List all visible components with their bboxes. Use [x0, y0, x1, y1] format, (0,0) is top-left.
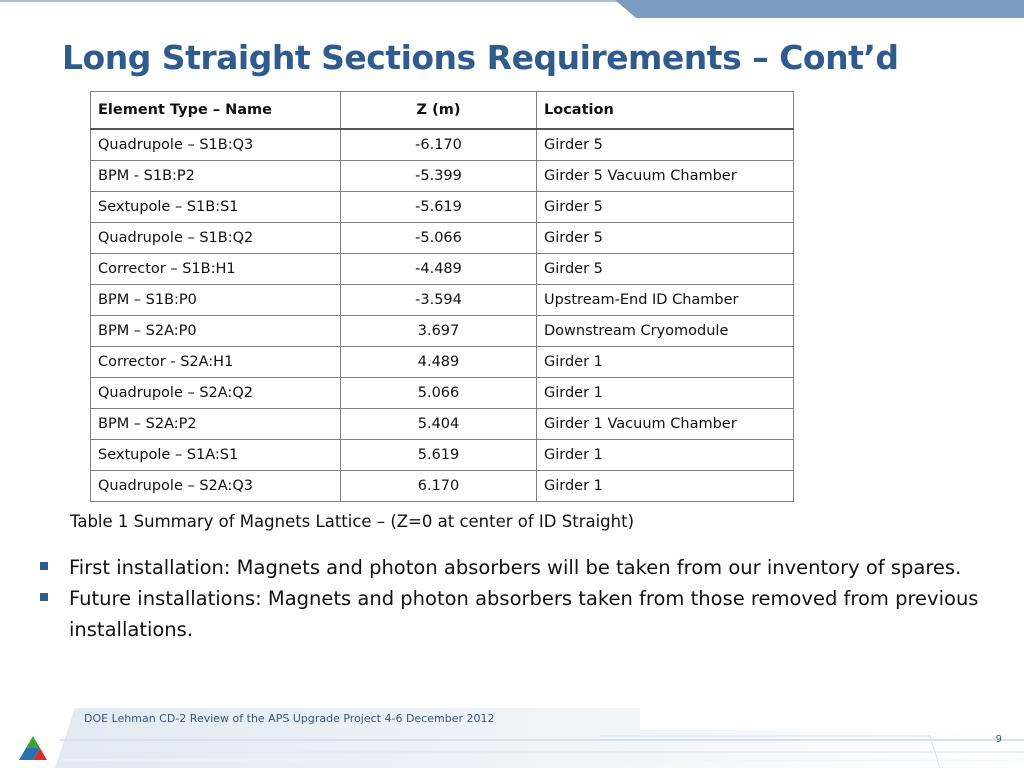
cell-element: Corrector - S2A:H1 [91, 347, 341, 378]
cell-location: Girder 1 [537, 471, 794, 502]
bullet-item [38, 552, 998, 583]
cell-z: -5.399 [341, 161, 537, 192]
cell-element: Quadrupole – S1B:Q2 [91, 223, 341, 254]
bullet-item [38, 583, 998, 645]
table-row [91, 409, 794, 440]
table-row [91, 471, 794, 502]
table-row [91, 378, 794, 409]
cell-location: Girder 5 Vacuum Chamber [537, 161, 794, 192]
column-header-element: Element Type – Name [91, 92, 341, 130]
cell-z: 4.489 [341, 347, 537, 378]
square-bullet-icon [40, 593, 48, 601]
cell-location: Girder 5 [537, 192, 794, 223]
cell-z: 3.697 [341, 316, 537, 347]
cell-location: Girder 5 [537, 129, 794, 161]
cell-z: 5.066 [341, 378, 537, 409]
table-row [91, 254, 794, 285]
cell-location: Girder 1 [537, 378, 794, 409]
footer-text: DOE Lehman CD-2 Review of the APS Upgrade Project 4-6 December 2012 [84, 712, 495, 725]
table-row [91, 223, 794, 254]
footer-decorative-band [0, 700, 1024, 768]
cell-element: Quadrupole – S1B:Q3 [91, 129, 341, 161]
table-row [91, 316, 794, 347]
column-header-location: Location [537, 92, 794, 130]
page-number: 9 [995, 734, 1002, 745]
table-row [91, 347, 794, 378]
cell-location: Girder 1 Vacuum Chamber [537, 409, 794, 440]
bullet-text: First installation: Magnets and photon absorbers will be taken from our inventory of spares. [69, 556, 962, 579]
cell-z: -5.619 [341, 192, 537, 223]
cell-element: BPM – S1B:P0 [91, 285, 341, 316]
bullet-text: Future installations: Magnets and photon absorbers taken from those removed from previous installations. [69, 587, 979, 641]
cell-element: BPM – S2A:P2 [91, 409, 341, 440]
column-header-z: Z (m) [341, 92, 537, 130]
cell-element: Corrector – S1B:H1 [91, 254, 341, 285]
cell-z: -5.066 [341, 223, 537, 254]
cell-element: Quadrupole – S2A:Q3 [91, 471, 341, 502]
argonne-triangle-logo [18, 735, 48, 761]
table-row [91, 161, 794, 192]
cell-element: Sextupole – S1B:S1 [91, 192, 341, 223]
cell-element: Sextupole – S1A:S1 [91, 440, 341, 471]
cell-location: Downstream Cryomodule [537, 316, 794, 347]
cell-location: Girder 5 [537, 254, 794, 285]
cell-z: -4.489 [341, 254, 537, 285]
cell-element: BPM - S1B:P2 [91, 161, 341, 192]
cell-location: Girder 5 [537, 223, 794, 254]
cell-location: Girder 1 [537, 440, 794, 471]
table-row [91, 192, 794, 223]
square-bullet-icon [40, 562, 48, 570]
cell-z: -3.594 [341, 285, 537, 316]
top-decorative-band [0, 0, 1024, 20]
table-caption: Table 1 Summary of Magnets Lattice – (Z=0 at center of ID Straight) [70, 512, 635, 531]
bullet-list [38, 552, 998, 645]
table-row [91, 285, 794, 316]
cell-element: BPM – S2A:P0 [91, 316, 341, 347]
cell-z: 5.619 [341, 440, 537, 471]
requirements-table [90, 91, 794, 502]
table-row [91, 129, 794, 161]
cell-element: Quadrupole – S2A:Q2 [91, 378, 341, 409]
table-header-row [91, 92, 794, 130]
cell-z: 6.170 [341, 471, 537, 502]
cell-location: Girder 1 [537, 347, 794, 378]
table-row [91, 440, 794, 471]
slide-title: Long Straight Sections Requirements – Cont’d [62, 38, 899, 77]
cell-z: -6.170 [341, 129, 537, 161]
cell-z: 5.404 [341, 409, 537, 440]
cell-location: Upstream-End ID Chamber [537, 285, 794, 316]
